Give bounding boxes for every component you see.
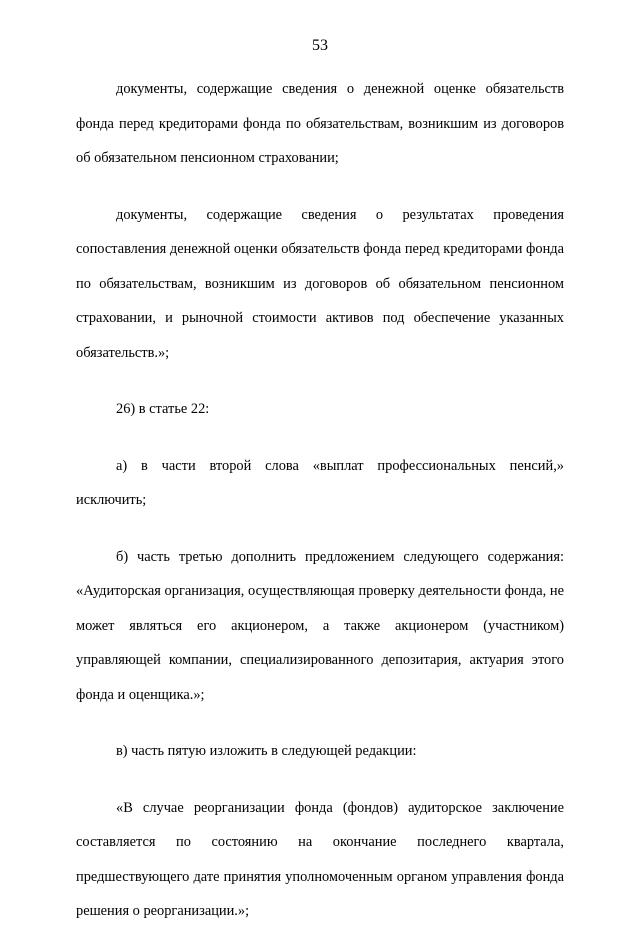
paragraph: а) в части второй слова «выплат профессиональных пенсий,» исключить; xyxy=(76,457,564,508)
paragraph: б) часть третью дополнить предложением следующего содержания: «Аудиторская организация, осуществляющая проверку деятельности фонда, не может являться его акционером, а также акционером (участником) управляющей компании, специализированного депозитария, актуария этого фонда и оценщика.»; xyxy=(76,548,564,703)
paragraph: в) часть пятую изложить в следующей редакции: xyxy=(116,743,417,759)
paragraph: документы, содержащие сведения о результатах проведения сопоставления денежной оценки обязательств фонда перед кредиторами фонда по обязательствам, возникшим из договоров об обязательном пенсионном страховании, и рыночной стоимости активов под обеспечение указанных обязательств.»; xyxy=(76,206,564,361)
paragraph: «В случае реорганизации фонда (фондов) аудиторское заключение составляется по состоянию на окончание последнего квартала, предшествующего дате принятия уполномоченным органом управления фонда решения о реорганизации.»; xyxy=(76,799,564,919)
paragraph: 26) в статье 22: xyxy=(116,401,210,417)
page-number: 53 xyxy=(312,37,328,54)
paragraph: документы, содержащие сведения о денежной оценке обязательств фонда перед кредиторами фонда по обязательствам, возникшим из договоров об обязательном пенсионном страховании; xyxy=(76,81,564,166)
document-body xyxy=(76,72,564,929)
